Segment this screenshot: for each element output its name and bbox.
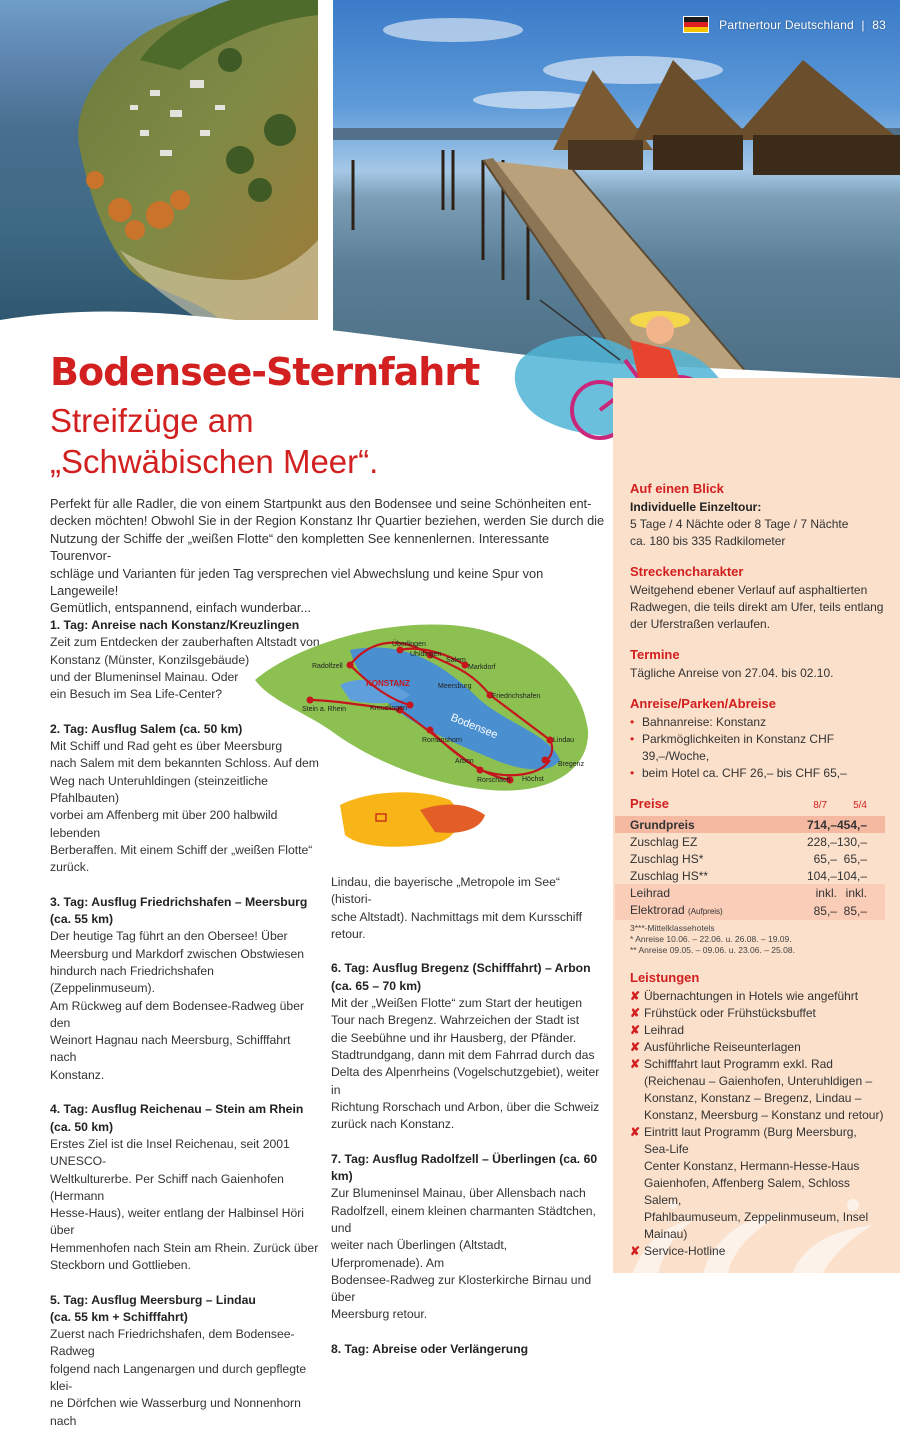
service-item: ✘ Schifffahrt laut Programm exkl. Rad — [630, 1056, 885, 1073]
price-value-8-7: 228,– — [806, 834, 837, 849]
price-value-5-4: 65,– — [843, 851, 867, 866]
intro-line: Nutzung der Schiffe der „weißen Flotte“ den kompletten See kennenlernen. Interessante Tourenvor- — [50, 530, 550, 564]
price-value-8-7: 65,– — [813, 851, 837, 866]
price-value-8-7: inkl. — [815, 885, 837, 900]
service-item: ✘ Eintritt laut Programm (Burg Meersburg, Sea-Life — [630, 1124, 885, 1158]
service-item: ✘ Frühstück oder Frühstücksbuffet — [630, 1005, 885, 1022]
day-5-continued — [331, 874, 601, 943]
day-line: Meersburg und Markdorf zwischen Obstwiesen — [50, 946, 305, 961]
intro-paragraph — [50, 495, 605, 617]
day-line: nach Salem mit dem bekannten Schloss. Auf dem — [50, 756, 319, 771]
day-line: Weltkulturerbe. Per Schiff nach Gaienhofen (Hermann — [50, 1171, 284, 1203]
arrival-item: • Parkmöglichkeiten in Konstanz CHF 39,–/Woche, — [630, 731, 885, 765]
price-label: Zuschlag HS* — [630, 851, 704, 866]
prices-section — [630, 795, 885, 956]
day-line: Zur Blumeninsel Mainau, über Allensbach nach — [331, 1186, 586, 1201]
price-value-5-4: 104,– — [836, 868, 867, 883]
price-row — [615, 833, 885, 850]
day-line: Radolfzell, einem kleinen charmanten Städtchen, und — [331, 1203, 596, 1235]
character-line: Weitgehend ebener Verlauf auf asphaltierten — [630, 583, 868, 597]
day-line: Hemmenhofen nach Stein am Rhein. Zurück über — [50, 1240, 319, 1255]
price-row — [615, 850, 885, 867]
day-line: Zeit zum Entdecken der zauberhaften Altstadt von — [50, 635, 320, 650]
price-label: Zuschlag HS** — [630, 868, 709, 883]
prices-title: Preise — [630, 796, 670, 811]
price-value-5-4: 85,– — [843, 903, 867, 918]
day-heading-distance: (ca. 55 km) — [50, 912, 114, 927]
price-value-8-7: 104,– — [806, 868, 837, 883]
price-label — [615, 901, 779, 920]
page-number: 83 — [872, 17, 886, 32]
day-line: weiter nach Überlingen (Altstadt, Uferpromenade). Am — [331, 1238, 508, 1270]
price-col-8-7: 8/7 — [813, 800, 828, 811]
price-row — [615, 867, 885, 884]
day-heading: 5. Tag: Ausflug Meersburg – Lindau — [50, 1292, 256, 1307]
day-line: ne Dörfchen wie Wasserburg und Nonnenhorn nach — [50, 1396, 301, 1428]
map-label-hoechst: Höchst — [522, 776, 544, 783]
flag-stripe-gold — [684, 27, 708, 32]
character-line: Radwegen, die teils direkt am Ufer, teils entlang — [630, 600, 884, 614]
day-heading-distance: (ca. 50 km) — [50, 1119, 114, 1134]
section-label — [719, 18, 886, 32]
map-label-konstanz: KONSTANZ — [366, 679, 410, 688]
glance-line: 5 Tage / 4 Nächte oder 8 Tage / 7 Nächte — [630, 517, 849, 531]
service-item: ✘ Leihrad — [630, 1022, 885, 1039]
day-line: Tour nach Bregenz. Wahrzeichen der Stadt ist — [331, 1013, 580, 1028]
day-line: Meersburg retour. — [331, 1307, 428, 1322]
map-label-meersburg: Meersburg — [438, 683, 472, 690]
service-item-continued: Mainau) — [644, 1227, 688, 1241]
day-line: hindurch nach Friedrichshafen (Zeppelinmuseum). — [50, 963, 214, 996]
intro-line: schläge und Varianten für jeden Tag versprechen viel Abwechslung und keine Spur von Langeweile! — [50, 565, 544, 599]
sidebar-content — [630, 480, 885, 1273]
day-5 — [50, 1292, 320, 1430]
day-line: Zuerst nach Friedrichshafen, dem Bodensee-Radweg — [50, 1327, 295, 1359]
map-label-markdorf: Markdorf — [468, 664, 496, 671]
page-subtitle — [50, 400, 378, 482]
section-name: Partnertour Deutschland — [719, 17, 854, 32]
services-list — [630, 988, 885, 1260]
glance-section — [630, 480, 885, 550]
price-value-5-4: 130,– — [836, 834, 867, 849]
day-line: Am Rückweg auf dem Bodensee-Radweg über den — [50, 998, 305, 1030]
map-label-lake: Bodensee — [448, 711, 500, 742]
price-value-5-4: inkl. — [845, 885, 867, 900]
day-7 — [331, 1151, 601, 1324]
day-line: und der Blumeninsel Mainau. Oder — [50, 669, 239, 684]
day-heading-distance: (ca. 65 – 70 km) — [331, 978, 422, 993]
day-4 — [50, 1101, 320, 1274]
day-line: Mit der „Weißen Flotte“ zum Start der heutigen — [331, 996, 583, 1011]
service-item-continued: Pfahlbaumuseum, Zeppelinmuseum, Insel — [644, 1210, 869, 1224]
day-6 — [331, 960, 601, 1133]
subtitle-line-2: „Schwäbischen Meer“. — [50, 443, 379, 480]
day-heading: 8. Tag: Abreise oder Verlängerung — [331, 1342, 529, 1357]
arrival-title: Anreise/Parken/Abreise — [630, 696, 776, 711]
price-label-note: (Aufpreis) — [688, 906, 723, 916]
day-heading: 1. Tag: Anreise nach Konstanz/Kreuzlingen — [50, 618, 300, 632]
day-line: folgend nach Langenargen und durch gepflegte klei- — [50, 1361, 307, 1394]
service-item: ✘ Übernachtungen in Hotels wie angeführt — [630, 988, 885, 1005]
map-label-romanshorn: Romanshorn — [422, 737, 463, 744]
glance-line: ca. 180 bis 335 Radkilometer — [630, 534, 786, 548]
price-footnotes — [630, 923, 885, 956]
day-heading-distance: (ca. 55 km + Schifffahrt) — [50, 1309, 188, 1324]
day-line: vorbei am Affenberg mit über 200 halbwild lebenden — [50, 808, 278, 840]
day-3 — [50, 894, 320, 1084]
subtitle-line-1: Streifzüge am — [50, 402, 254, 439]
price-row — [615, 816, 885, 833]
route-map — [250, 610, 590, 855]
glance-title: Auf einen Blick — [630, 481, 724, 496]
day-line: Der heutige Tag führt an den Obersee! Über — [50, 929, 288, 944]
intro-line: decken möchten! Obwohl Sie in der Region Konstanz Ihr Quartier beziehen, werden Sie durch die — [50, 513, 605, 529]
map-label-lindau: Lindau — [553, 737, 575, 744]
day-line: Stadtrundgang, dann mit dem Fahrrad durch das — [331, 1047, 595, 1062]
service-item-continued: Gaienhofen, Affenberg Salem, Schloss Salem, — [644, 1176, 850, 1207]
day-line: Erstes Ziel ist die Insel Reichenau, seit 2001 UNESCO- — [50, 1136, 290, 1169]
map-label-uhldingen: Uhldingen — [410, 651, 442, 658]
arrival-section — [630, 695, 885, 782]
service-item-continued: Center Konstanz, Hermann-Hesse-Haus — [644, 1159, 860, 1173]
intro-line: Perfekt für alle Radler, die von einem Startpunkt aus den Bodensee und seine Schönheiten ent- — [50, 496, 592, 511]
services-section — [630, 969, 885, 1260]
price-value-8-7: 85,– — [813, 903, 837, 918]
day-line: Lindau, die bayerische „Metropole im See“ (histori- — [331, 875, 560, 907]
price-label-text: Elektrorad — [630, 902, 685, 917]
day-line: Hesse-Haus), weiter entlang der Halbinsel Höri über — [50, 1206, 305, 1238]
price-label: Grundpreis — [630, 817, 695, 832]
arrival-item-continued: • beim Hotel ca. CHF 26,– bis CHF 65,– — [630, 765, 885, 782]
day-line: Konstanz (Münster, Konzilsgebäude) — [50, 652, 250, 667]
price-row — [615, 901, 885, 920]
arrival-list — [630, 714, 885, 782]
day-line: Bodensee-Radweg zur Klosterkirche Birnau und über — [331, 1272, 592, 1305]
map-label-radolfzell: Radolfzell — [312, 663, 343, 670]
day-line: Richtung Rorschach und Arbon, über die Schweiz — [331, 1099, 600, 1114]
dates-title: Termine — [630, 647, 680, 662]
header-separator: | — [861, 17, 865, 32]
price-value-8-7: 714,– — [806, 817, 837, 832]
day-line: Konstanz. — [50, 1067, 105, 1082]
dates-section — [630, 646, 885, 682]
page-title: Bodensee-Sternfahrt — [50, 350, 480, 394]
day-heading: 7. Tag: Ausflug Radolfzell – Überlingen (ca. 60 km) — [331, 1151, 598, 1184]
day-line: ein Besuch im Sea Life-Center? — [50, 687, 223, 702]
intro-line: Gemütlich, entspannend, einfach wunderbar... — [50, 600, 312, 616]
day-line: zurück. — [50, 860, 90, 875]
page-header — [683, 16, 886, 33]
day-line: zurück nach Konstanz. — [331, 1117, 455, 1132]
day-heading: 3. Tag: Ausflug Friedrichshafen – Meersburg — [50, 894, 308, 909]
tour-type: Individuelle Einzeltour: — [630, 500, 762, 514]
price-columns — [813, 797, 885, 814]
service-item-continued: Konstanz, Meersburg – Konstanz und retour) — [644, 1108, 884, 1122]
price-row — [615, 884, 885, 901]
itinerary-right-column — [331, 874, 601, 1376]
map-label-arbon: Arbon — [455, 758, 474, 765]
day-heading: 4. Tag: Ausflug Reichenau – Stein am Rhein — [50, 1102, 304, 1117]
day-line: Weinort Hagnau nach Meersburg, Schifffahrt nach — [50, 1033, 291, 1065]
character-section — [630, 563, 885, 633]
map-label-rorschach: Rorschach — [477, 777, 511, 784]
service-item: ✘ Ausführliche Reiseunterlagen — [630, 1039, 885, 1056]
service-item-continued: Konstanz, Konstanz – Bregenz, Lindau – — [644, 1091, 862, 1105]
day-line: Delta des Alpenrheins (Vogelschutzgebiet), weiter in — [331, 1065, 600, 1097]
day-line: die Seebühne und ihr Hausberg, der Pfänder. — [331, 1030, 577, 1045]
arrival-item: • Bahnanreise: Konstanz — [630, 714, 885, 731]
map-label-salem: Salem — [446, 657, 466, 664]
map-label-kreuzlingen: Kreuzlingen — [370, 705, 407, 712]
germany-flag-icon — [683, 16, 709, 33]
service-item-continued: (Reichenau – Gaienhofen, Unteruhldigen – — [644, 1074, 873, 1088]
day-line: Berberaffen. Mit einem Schiff der „weißen Flotte“ — [50, 842, 313, 857]
footnote: 3***-Mittelklassehotels — [630, 923, 715, 933]
day-8 — [331, 1341, 601, 1358]
day-line: Mit Schiff und Rad geht es über Meersburg — [50, 739, 283, 754]
footnote: * Anreise 10.06. – 22.06. u. 26.08. – 19.09. — [630, 934, 792, 944]
character-title: Streckencharakter — [630, 564, 744, 579]
map-label-ueberlingen: Überlingen — [392, 641, 426, 648]
map-label-bregenz: Bregenz — [558, 761, 585, 768]
price-col-5-4: 5/4 — [853, 800, 867, 811]
services-title: Leistungen — [630, 970, 700, 985]
prices-header — [630, 795, 885, 814]
day-line: Steckborn und Gottlieben. — [50, 1257, 191, 1272]
character-line: der Uferstraßen verlaufen. — [630, 617, 771, 631]
footnote: ** Anreise 09.05. – 09.06. u. 23.06. – 25.08. — [630, 945, 795, 955]
price-label: Leihrad — [630, 885, 671, 900]
day-heading: 6. Tag: Ausflug Bregenz (Schifffahrt) – Arbon — [331, 961, 591, 976]
price-value-5-4: 454,– — [836, 817, 867, 832]
price-label: Zuschlag EZ — [630, 834, 698, 849]
service-item: ✘ Service-Hotline — [630, 1243, 885, 1260]
map-label-friedrichshafen: Friedrichshafen — [492, 693, 541, 700]
day-line: sche Altstadt). Nachmittags mit dem Kursschiff retour. — [331, 909, 583, 941]
map-label-stein: Stein a. Rhein — [302, 706, 346, 713]
dates-line: Tägliche Anreise von 27.04. bis 02.10. — [630, 666, 834, 680]
price-table — [615, 816, 885, 920]
day-line: Weg nach Unteruhldingen (steinzeitliche Pfahlbauten) — [50, 773, 268, 805]
day-heading: 2. Tag: Ausflug Salem (ca. 50 km) — [50, 721, 243, 736]
